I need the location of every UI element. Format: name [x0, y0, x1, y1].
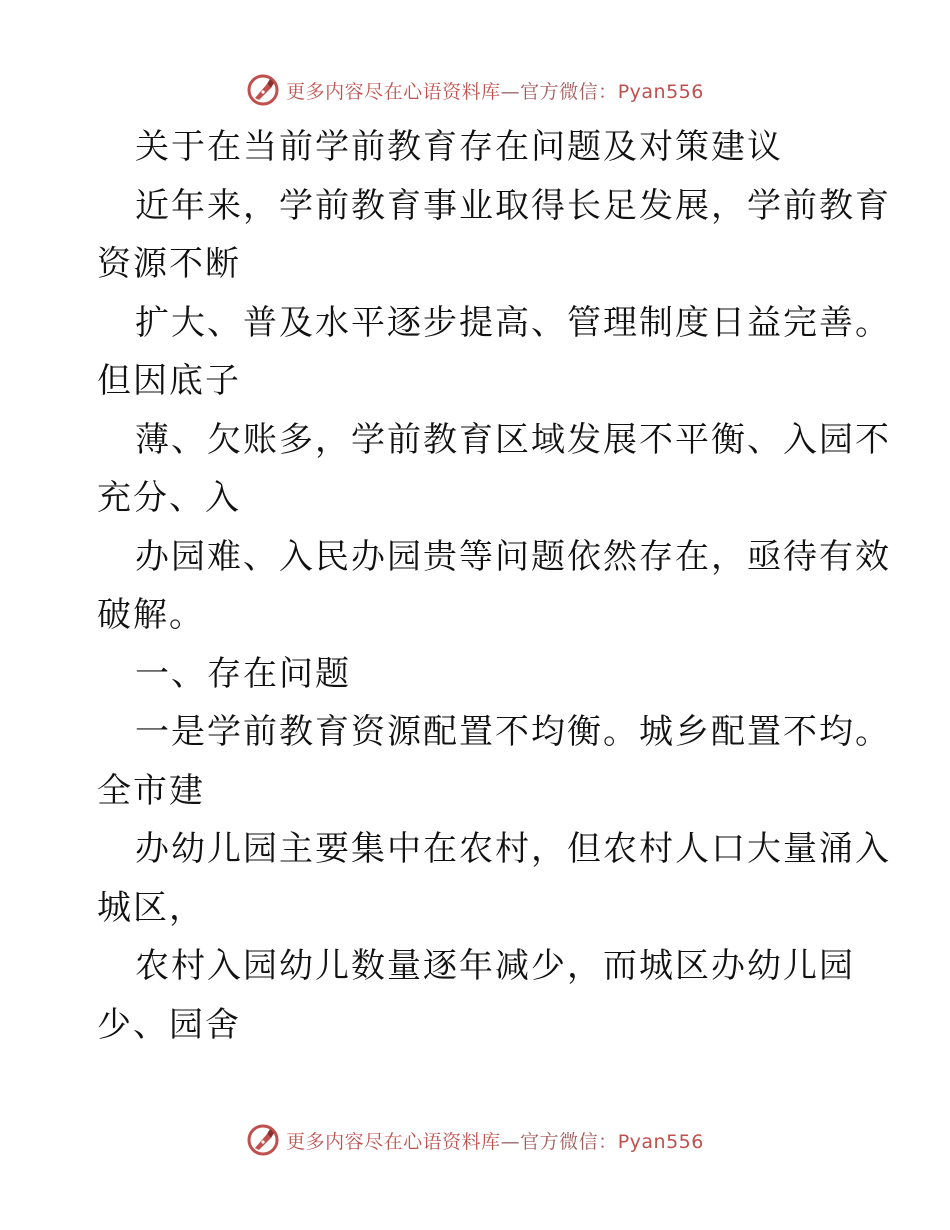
text-line: 扩大、普及水平逐步提高、管理制度日益完善。	[135, 302, 891, 343]
banner-wechat-label: 官方微信：	[520, 1130, 618, 1153]
header-banner	[0, 70, 950, 110]
banner-dash: —	[500, 1130, 521, 1153]
banner-wechat-id: Pyan556	[617, 1130, 704, 1153]
text-line: 但因底子	[97, 361, 241, 401]
text-line: 一、存在问题	[135, 653, 351, 694]
text-line: 少、园舍	[97, 1004, 241, 1045]
text-line: 破解。	[97, 595, 205, 635]
text-line: 近年来，学前教育事业取得长足发展，学前教育	[135, 185, 891, 226]
banner-wechat-label: 官方微信：	[520, 80, 618, 103]
document-title: 关于在当前学前教育存在问题及对策建议	[135, 127, 783, 167]
banner-wechat-id: Pyan556	[617, 80, 704, 103]
banner-text	[286, 77, 704, 104]
text-line: 一是学前教育资源配置不均衡。城乡配置不均。	[135, 712, 891, 752]
banner-dash: —	[500, 80, 521, 103]
document-body	[97, 118, 891, 1054]
text-line: 全市建	[97, 770, 205, 811]
footer-banner	[0, 1120, 950, 1160]
pen-nib-logo-icon	[246, 73, 280, 107]
banner-main-text: 更多内容尽在心语资料库	[286, 1130, 501, 1153]
banner-main-text: 更多内容尽在心语资料库	[286, 80, 501, 103]
text-line: 办园难、入民办园贵等问题依然存在，亟待有效	[135, 536, 891, 577]
text-line: 薄、欠账多，学前教育区域发展不平衡、入园不	[135, 419, 891, 460]
text-line: 充分、入	[97, 478, 241, 518]
banner-text	[286, 1127, 704, 1154]
text-line: 资源不断	[97, 244, 241, 284]
pen-nib-logo-icon	[246, 1123, 280, 1157]
text-line: 城区，	[97, 887, 205, 928]
text-line: 办幼儿园主要集中在农村，但农村人口大量涌入	[135, 829, 891, 869]
text-line: 农村入园幼儿数量逐年减少，而城区办幼儿园	[135, 946, 855, 986]
